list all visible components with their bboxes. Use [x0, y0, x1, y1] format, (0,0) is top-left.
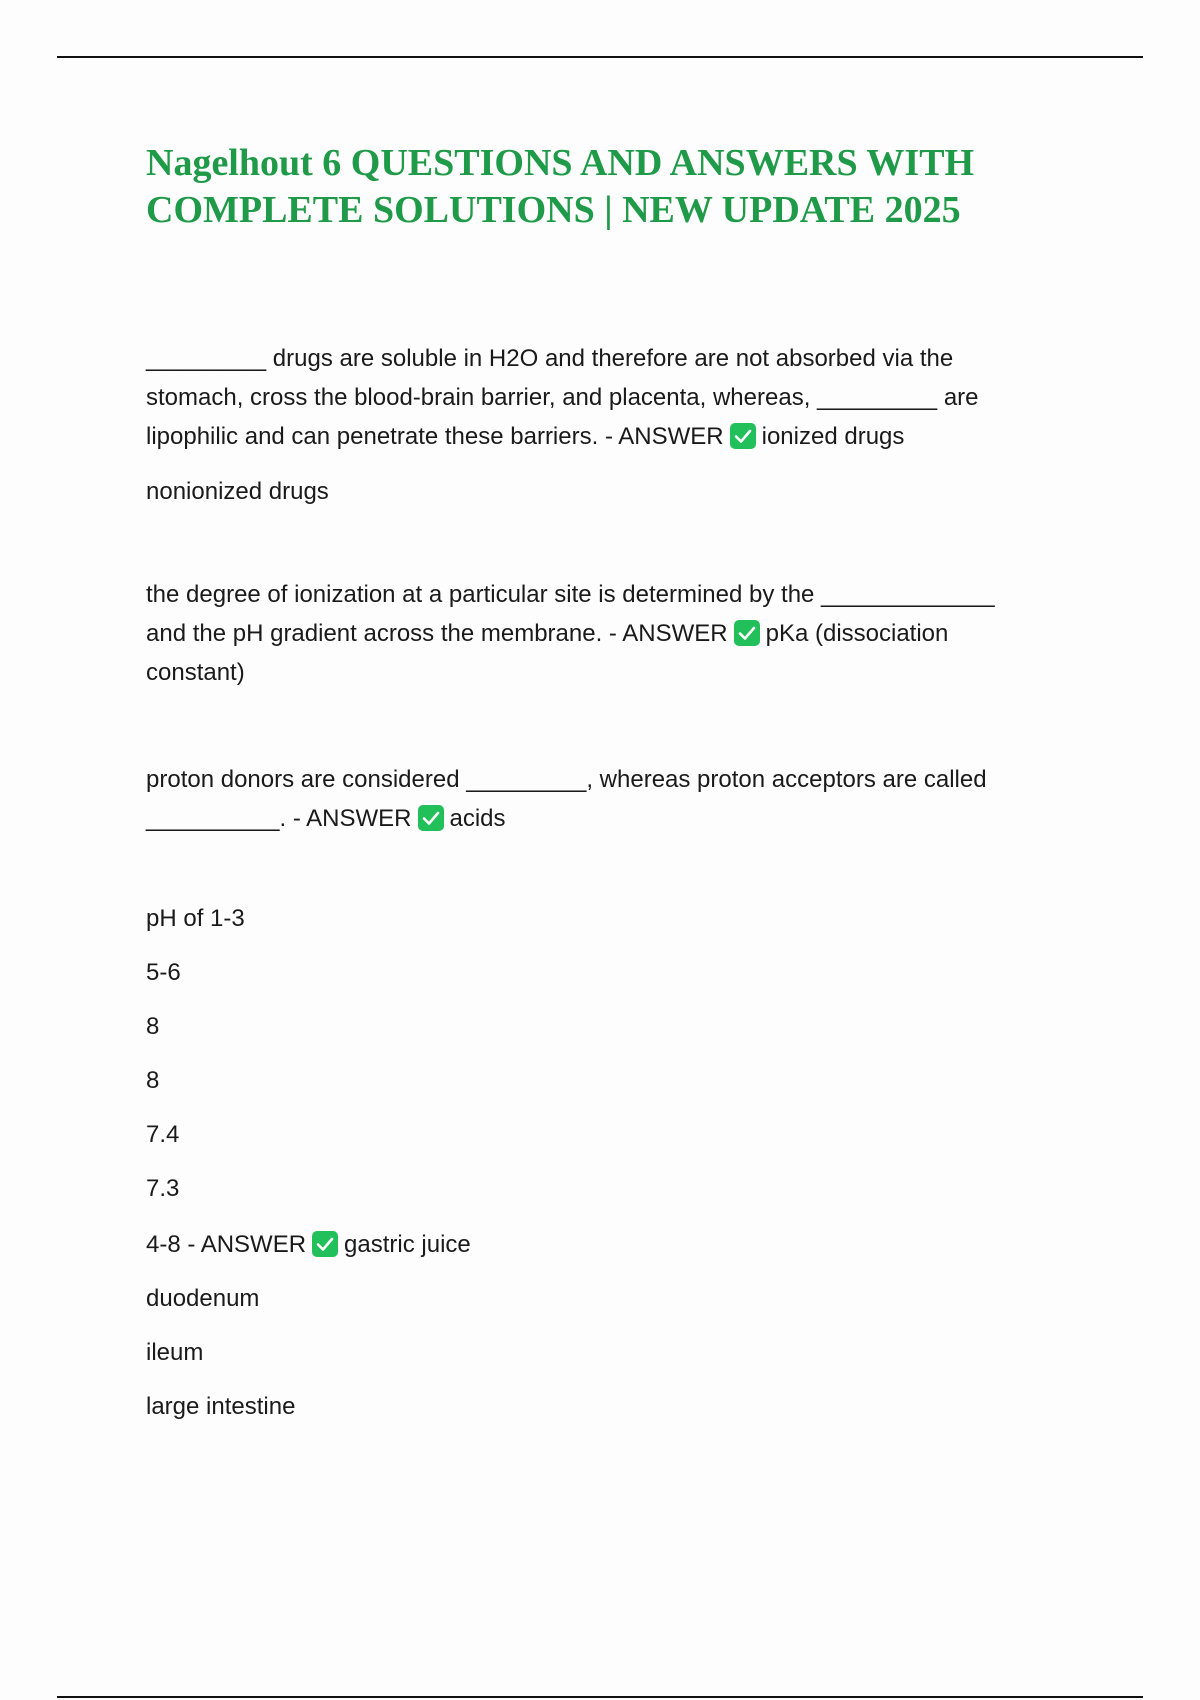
- question-text: lipophilic and can penetrate these barriers. - ANSWER: [146, 423, 724, 450]
- check-square-icon: [418, 805, 444, 831]
- title-line-2: COMPLETE SOLUTIONS | NEW UPDATE 2025: [146, 189, 961, 231]
- question-answer-line: [146, 1230, 1066, 1260]
- question-text: 4-8 - ANSWER: [146, 1231, 307, 1258]
- question-answer-line: [146, 614, 1066, 653]
- question-text: stomach, cross the blood-brain barrier, and placenta, whereas, _________ are: [146, 384, 979, 411]
- question-text: _________ drugs are soluble in H2O and therefore are not absorbed via the: [146, 345, 954, 372]
- check-square-icon: [734, 620, 760, 646]
- answer-text: pKa (dissociation: [765, 620, 949, 647]
- answer-text: acids: [449, 805, 506, 832]
- question-text: the degree of ionization at a particular site is determined by the _____________: [146, 581, 995, 608]
- question-text: 7.4: [146, 1121, 180, 1148]
- question-text: __________. - ANSWER: [146, 805, 412, 832]
- question-text: 5-6: [146, 959, 181, 986]
- page-title: [146, 140, 1066, 234]
- question-text: and the pH gradient across the membrane. - ANSWER: [146, 620, 728, 647]
- answer-extra: large intestine: [146, 1393, 296, 1420]
- qa-item-1: [146, 339, 1066, 511]
- qa-item-4: [146, 904, 1066, 1422]
- question-answer-line: [146, 417, 1066, 456]
- question-text: pH of 1-3: [146, 905, 245, 932]
- answer-extra: duodenum: [146, 1285, 260, 1312]
- answer-extra: ileum: [146, 1339, 204, 1366]
- question-text: proton donors are considered _________, whereas proton acceptors are called: [146, 766, 987, 793]
- check-square-icon: [730, 423, 756, 449]
- answer-extra: nonionized drugs: [146, 478, 329, 505]
- question-text: 7.3: [146, 1175, 180, 1202]
- answer-text-continued: constant): [146, 659, 245, 686]
- answer-text: ionized drugs: [761, 423, 905, 450]
- bottom-rule: [57, 1696, 1143, 1698]
- qa-item-3: [146, 760, 1066, 838]
- qa-item-2: [146, 575, 1066, 692]
- document-body: [146, 140, 1066, 1422]
- question-text: 8: [146, 1067, 160, 1094]
- question-text: 8: [146, 1013, 160, 1040]
- check-square-icon: [312, 1231, 338, 1257]
- question-answer-line: [146, 799, 1066, 838]
- title-line-1: Nagelhout 6 QUESTIONS AND ANSWERS WITH: [146, 142, 975, 184]
- answer-text: gastric juice: [344, 1231, 471, 1258]
- top-rule: [57, 56, 1143, 58]
